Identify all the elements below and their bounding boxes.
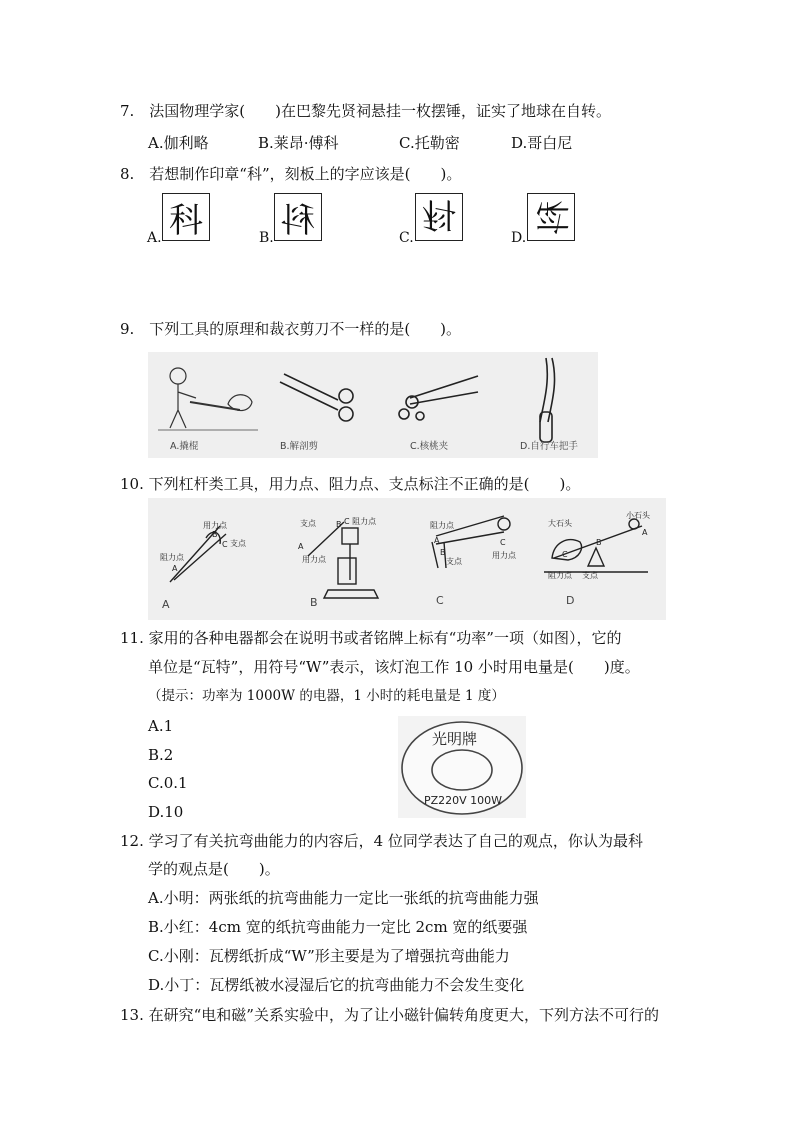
q7-stem: 7. 法国物理学家( )在巴黎先贤祠悬挂一枚摆锤，证实了地球在自转。 [120, 102, 612, 120]
q10-c-force-label: 用力点 [492, 551, 516, 560]
seal-option-d-rotated: 科 [527, 193, 575, 241]
q11-stem-line1: 11. 家用的各种电器都会在说明书或者铭牌上标有“功率”一项（如图），它的 [120, 629, 622, 647]
q10-a-point-a: A [172, 564, 178, 573]
q10-stem: 10. 下列杠杆类工具，用力点、阻力点、支点标注不正确的是( )。 [120, 475, 581, 493]
q10-c-fulcrum-label: 支点 [446, 557, 462, 566]
q12-option-c: C.小刚：瓦楞纸折成“W”形主要是为了增强抗弯曲能力 [148, 947, 510, 965]
q9-figure [148, 352, 598, 458]
q11-hint: （提示：功率为 1000W 的电器，1 小时的耗电量是 1 度） [148, 688, 505, 704]
q9-caption-c: C.核桃夹 [410, 441, 449, 452]
q11-option-d: D.10 [148, 803, 184, 821]
seal-option-a: 科 [162, 193, 210, 241]
q9-caption-a: A.撬棍 [170, 441, 199, 452]
q10-c-point-b: B [440, 548, 446, 557]
q7-option-b: B.莱昂·傅科 [258, 134, 339, 152]
q11-stem-line2: 单位是“瓦特”，用符号“W”表示，该灯泡工作 10 小时用电量是( )度。 [148, 658, 640, 676]
q12-option-b: B.小红：4cm 宽的纸抗弯曲能力一定比 2cm 宽的纸要强 [148, 918, 528, 936]
q10-a-force-label: 用力点 [203, 521, 227, 530]
q11-option-c: C.0.1 [148, 774, 188, 792]
nutcracker-illustration [399, 376, 478, 420]
seal-option-b-mirrored: 科 [274, 193, 322, 241]
q10-c-point-a: A [434, 536, 440, 545]
q10-a-point-c: C [222, 540, 228, 549]
q10-a-point-b: B [212, 530, 218, 539]
q8-stem: 8. 若想制作印章“科”，刻板上的字应该是( )。 [120, 165, 462, 183]
q10-caption-d: D [566, 594, 575, 607]
q10-b-point-a: A [298, 542, 304, 551]
q10-caption-b: B [310, 596, 318, 609]
q10-b-force-label: 用力点 [302, 555, 326, 564]
q10-d-point-a: A [642, 528, 648, 537]
q10-a-resistance-label: 阻力点 [160, 553, 184, 562]
q10-c-resistance-label: 阻力点 [430, 521, 454, 530]
q8-letter-c: C. [399, 230, 414, 246]
bike-handle-illustration [540, 358, 555, 442]
bulb-brand: 光明牌 [432, 730, 478, 748]
q12-stem-line1: 12. 学习了有关抗弯曲能力的内容后，4 位同学表达了自己的观点，你认为最科 [120, 832, 643, 850]
q10-b-fulcrum-label: 支点 [300, 519, 316, 528]
q10-d-fulcrum-label: 支点 [582, 571, 598, 580]
q8-letter-d: D. [511, 230, 527, 246]
scissors-illustration [280, 374, 353, 421]
q10-a-fulcrum-label: 支点 [230, 539, 246, 548]
q10-d-small-rock-label: 小石头 [626, 511, 650, 520]
q11-option-b: B.2 [148, 746, 174, 764]
q12-stem-line2: 学的观点是( )。 [148, 860, 280, 878]
crowbar-illustration [158, 368, 258, 430]
q10-c-point-c: C [500, 538, 506, 547]
bulb-nameplate-figure [398, 716, 526, 818]
bulb-spec: PZ220V 100W [424, 794, 503, 807]
q10-caption-a: A [162, 598, 170, 611]
q10-figure [148, 498, 666, 620]
q10-caption-c: C [436, 594, 444, 607]
q10-drawings [148, 498, 666, 620]
q7-option-c: C.托勒密 [399, 134, 460, 152]
q10-d-point-c: C [562, 550, 568, 559]
q10-d-big-rock-label: 大石头 [548, 519, 572, 528]
q10-b-resistance-label: C 阻力点 [344, 517, 377, 526]
q12-option-a: A.小明：两张纸的抗弯曲能力一定比一张纸的抗弯曲能力强 [148, 889, 539, 907]
q8-letter-a: A. [147, 230, 162, 246]
q7-option-a: A.伽利略 [148, 134, 209, 152]
q7-option-d: D.哥白尼 [511, 134, 573, 152]
q13-stem: 13. 在研究“电和磁”关系实验中，为了让小磁针偏转角度更大，下列方法不可行的 [120, 1006, 659, 1024]
q10-d-resistance-label: 阻力点 [548, 571, 572, 580]
q11-option-a: A.1 [148, 717, 174, 735]
seal-option-c-flipped: 科 [415, 193, 463, 241]
q9-caption-b: B.解剖剪 [280, 441, 319, 452]
q12-option-d: D.小丁：瓦楞纸被水浸湿后它的抗弯曲能力不会发生变化 [148, 976, 525, 994]
q9-stem: 9. 下列工具的原理和裁衣剪刀不一样的是( )。 [120, 320, 462, 338]
q8-letter-b: B. [259, 230, 274, 246]
q9-caption-d: D.自行车把手 [520, 441, 578, 452]
q10-d-point-b: B [596, 538, 602, 547]
q10-b-point-b: B [336, 520, 342, 529]
